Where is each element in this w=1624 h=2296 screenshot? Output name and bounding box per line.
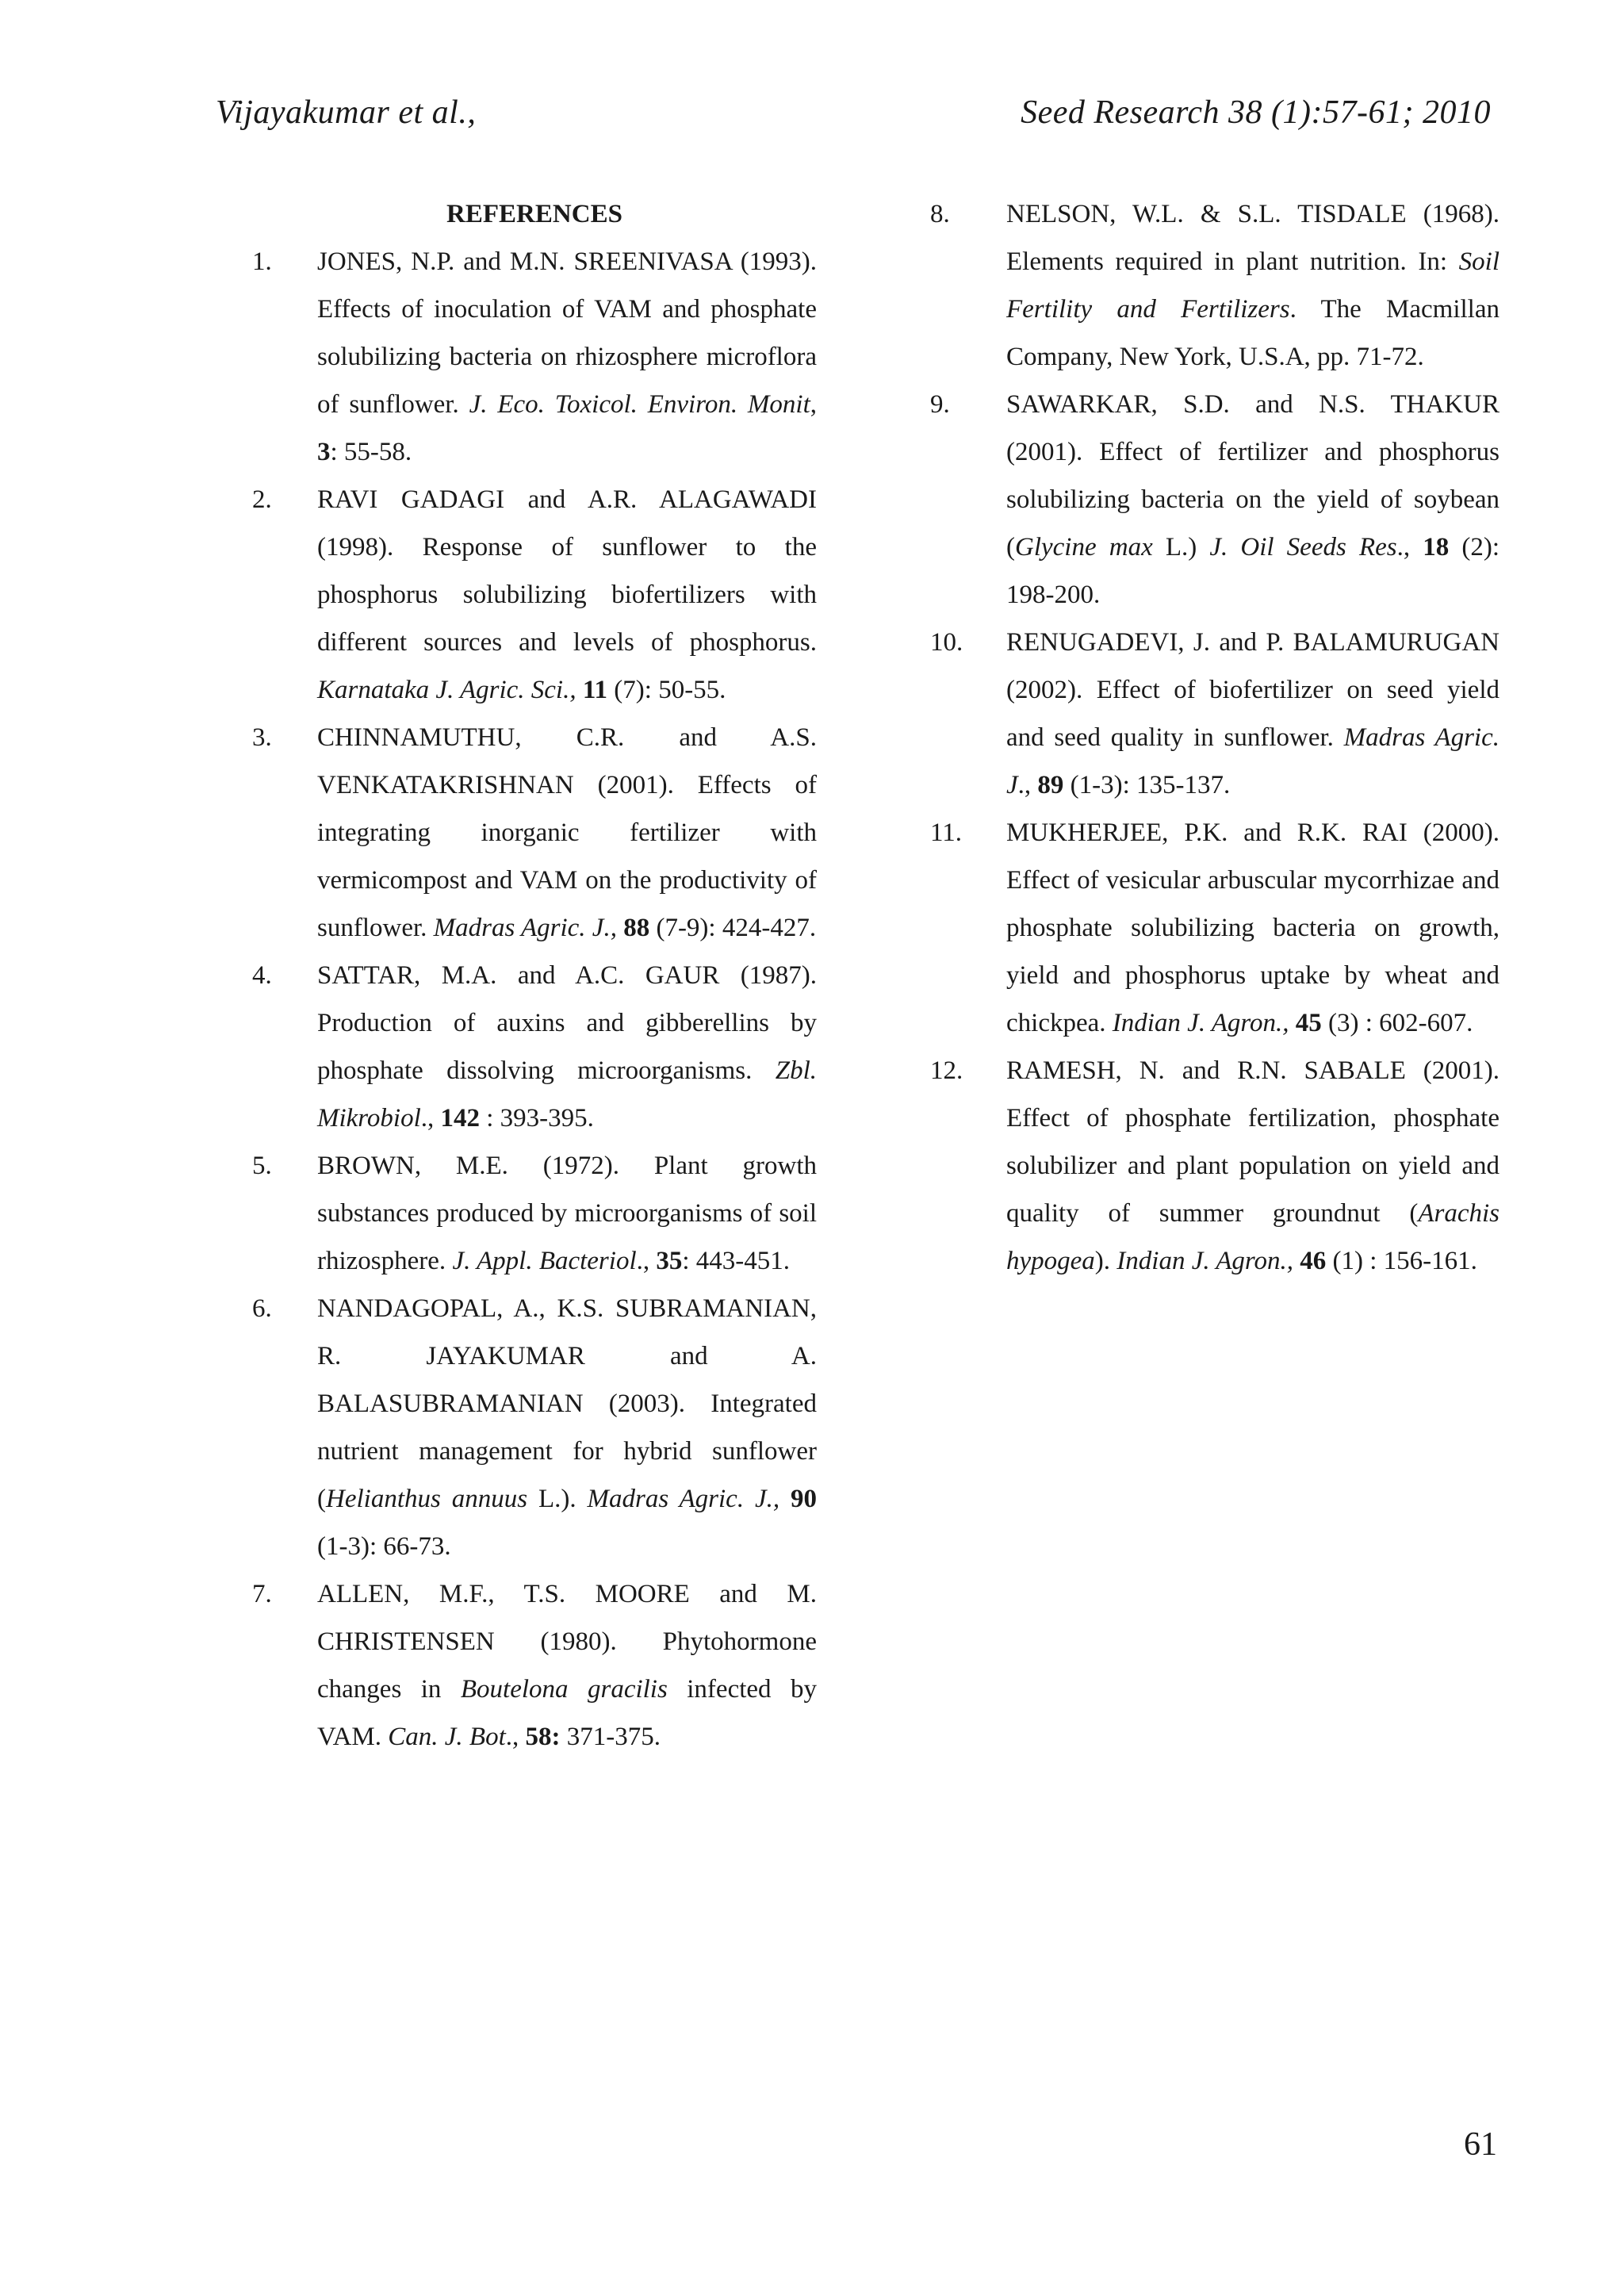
reference-item xyxy=(252,714,817,952)
reference-text: 11 xyxy=(582,676,608,704)
reference-text: Zbl. Mikrobiol xyxy=(317,1056,817,1133)
reference-text: 89 xyxy=(1037,771,1064,799)
reference-text: ). xyxy=(1094,1247,1117,1275)
reference-text: L.). xyxy=(527,1485,588,1513)
reference-item xyxy=(252,238,817,476)
reference-number: 9. xyxy=(930,390,950,419)
reference-list-left xyxy=(252,238,817,1761)
reference-item xyxy=(252,1142,817,1285)
reference-text: 90 xyxy=(791,1485,818,1513)
reference-text: 18 xyxy=(1423,533,1450,562)
reference-number: 3. xyxy=(252,723,272,752)
reference-item xyxy=(930,1047,1500,1285)
reference-text: NANDAGOPAL, A., K.S. SUBRAMANIAN, R. JAYAKUMAR and A. BALASUBRAMANIAN (2003). Integrated nutrient management for hybrid sunflower ( xyxy=(317,1294,817,1513)
reference-text: Glycine max xyxy=(1015,533,1153,562)
reference-text: MUKHERJEE, P.K. and R.K. RAI (2000). Effect of vesicular arbuscular mycorrhizae and phosphate solubilizing bacteria on growth, yield and phosphorus uptake by wheat and chickpea. xyxy=(1006,818,1500,1037)
reference-text: Indian J. Agron., xyxy=(1116,1247,1294,1275)
reference-text: (2): 198-200. xyxy=(1006,533,1500,609)
reference-text xyxy=(576,676,583,704)
reference-list-right xyxy=(930,190,1500,1285)
reference-text: ., xyxy=(636,1247,657,1275)
reference-text: 142 xyxy=(440,1104,481,1133)
reference-text: (1-3): 135-137. xyxy=(1063,771,1231,799)
reference-text: J. Appl. Bacteriol xyxy=(452,1247,637,1275)
reference-text: 46 xyxy=(1300,1247,1327,1275)
reference-text: . The Macmillan Company, New York, U.S.A, pp. 71-72. xyxy=(1006,295,1500,371)
reference-text: SAWARKAR, S.D. and N.S. THAKUR (2001). Effect of fertilizer and phosphorus solubilizing bacteria on the yield of soybean ( xyxy=(1006,390,1500,562)
reference-text: J. Oil Seeds Res xyxy=(1209,533,1397,562)
reference-text: 88 xyxy=(623,914,650,942)
reference-text xyxy=(1289,1009,1296,1037)
reference-number: 2. xyxy=(252,485,272,514)
reference-item xyxy=(252,476,817,714)
reference-item xyxy=(252,1570,817,1761)
reference-text: ., xyxy=(505,1723,526,1751)
right-column xyxy=(930,190,1500,1285)
reference-text: 58: xyxy=(525,1723,561,1751)
running-head-journal: Seed Research 38 (1):57-61; 2010 xyxy=(1021,94,1491,131)
reference-number: 12. xyxy=(930,1056,963,1085)
left-column xyxy=(252,190,817,1761)
reference-text: SATTAR, M.A. and A.C. GAUR (1987). Production of auxins and gibberellins by phosphate dissolving microorganisms. xyxy=(317,961,817,1085)
reference-text: infected by VAM. xyxy=(317,1675,817,1751)
reference-text: L.) xyxy=(1152,533,1210,562)
running-head-authors: Vijayakumar et al., xyxy=(216,94,477,131)
reference-text: (7): 50-55. xyxy=(607,676,726,704)
reference-item xyxy=(930,619,1500,809)
reference-text: : 443-451. xyxy=(682,1247,791,1275)
reference-text: Indian J. Agron., xyxy=(1112,1009,1289,1037)
reference-text: RENUGADEVI, J. and P. BALAMURUGAN (2002). Effect of biofertilizer on seed yield and seed quality in sunflower. xyxy=(1006,628,1500,752)
reference-number: 4. xyxy=(252,961,272,990)
reference-number: 5. xyxy=(252,1152,272,1180)
reference-text: (1) : 156-161. xyxy=(1326,1247,1477,1275)
reference-text: Madras Agric. J., xyxy=(433,914,617,942)
reference-text: ., xyxy=(1017,771,1038,799)
page-number: 61 xyxy=(1464,2126,1497,2163)
reference-text: 45 xyxy=(1295,1009,1322,1037)
reference-item xyxy=(930,381,1500,619)
reference-text: Karnataka J. Agric. Sci., xyxy=(317,676,576,704)
reference-text: ., xyxy=(1396,533,1423,562)
reference-text: 3 xyxy=(317,438,331,466)
reference-text: CHINNAMUTHU, C.R. and A.S. VENKATAKRISHNAN (2001). Effects of integrating inorganic fertilizer with vermicompost and VAM on the productivity of sunflower. xyxy=(317,723,817,942)
reference-text: (7-9): 424-427. xyxy=(649,914,817,942)
reference-text xyxy=(779,1485,791,1513)
reference-item xyxy=(252,952,817,1142)
reference-number: 10. xyxy=(930,628,963,657)
reference-text: J. Eco. Toxicol. Environ. Monit xyxy=(469,390,810,419)
reference-text: ALLEN, M.F., T.S. MOORE and M. CHRISTENSEN (1980). Phytohormone changes in xyxy=(317,1580,817,1704)
reference-text: Boutelona gracilis xyxy=(460,1675,668,1704)
reference-text: (1-3): 66-73. xyxy=(317,1532,451,1561)
reference-text: JONES, N.P. and M.N. SREENIVASA (1993). Effects of inoculation of VAM and phosphate solubilizing bacteria on rhizosphere microflora of sunflower. xyxy=(317,247,817,419)
reference-text: Can. J. Bot xyxy=(388,1723,506,1751)
reference-text: NELSON, W.L. & S.L. TISDALE (1968). Elements required in plant nutrition. In: xyxy=(1006,200,1500,276)
reference-text: BROWN, M.E. (1972). Plant growth substances produced by microorganisms of soil rhizosphere. xyxy=(317,1152,817,1275)
reference-text: 371-375. xyxy=(560,1723,661,1751)
reference-text: Arachis hypogea xyxy=(1006,1199,1500,1275)
reference-text: RAMESH, N. and R.N. SABALE (2001). Effect of phosphate fertilization, phosphate solubilizer and plant population on yield and quality of summer groundnut ( xyxy=(1006,1056,1500,1228)
references-heading: REFERENCES xyxy=(446,200,622,228)
reference-text: , xyxy=(810,390,818,419)
reference-text: Helianthus annuus xyxy=(326,1485,528,1513)
reference-text: Soil Fertility and Fertilizers xyxy=(1006,247,1500,324)
reference-number: 6. xyxy=(252,1294,272,1323)
reference-text: (3) : 602-607. xyxy=(1321,1009,1473,1037)
reference-text: : 55-58. xyxy=(330,438,412,466)
reference-text: 35 xyxy=(656,1247,683,1275)
reference-text: Madras Agric. J xyxy=(1006,723,1500,799)
reference-text: Madras Agric. J., xyxy=(587,1485,780,1513)
reference-item xyxy=(930,190,1500,381)
reference-number: 8. xyxy=(930,200,950,228)
reference-number: 1. xyxy=(252,247,272,276)
reference-item xyxy=(930,809,1500,1047)
reference-number: 7. xyxy=(252,1580,272,1608)
reference-text: : 393-395. xyxy=(480,1104,594,1133)
reference-item xyxy=(252,1285,817,1570)
reference-text: ., xyxy=(420,1104,441,1133)
reference-number: 11. xyxy=(930,818,963,847)
reference-text: RAVI GADAGI and A.R. ALAGAWADI (1998). Response of sunflower to the phosphorus solubilizing biofertilizers with different sources and levels of phosphorus. xyxy=(317,485,817,657)
reference-text xyxy=(617,914,623,942)
